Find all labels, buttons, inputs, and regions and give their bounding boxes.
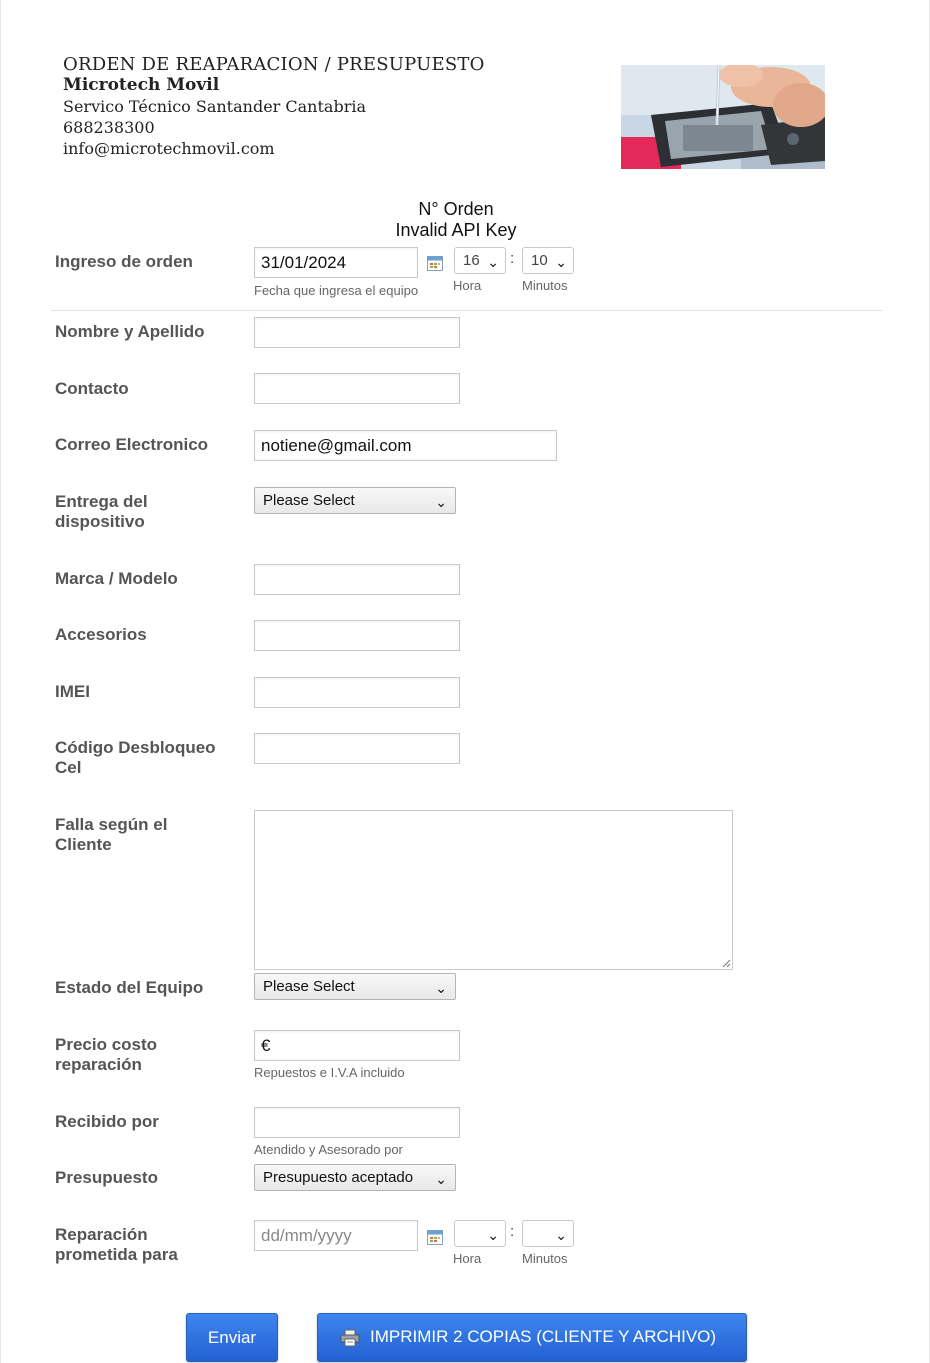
- printer-icon: [340, 1329, 360, 1347]
- print-button[interactable]: [317, 1313, 747, 1362]
- presupuesto-selected: Presupuesto aceptado: [263, 1169, 414, 1186]
- calendar-icon[interactable]: [427, 1229, 443, 1245]
- ingreso-date-sublabel: Fecha que ingresa el equipo: [254, 283, 419, 298]
- reparacion-hour-sublabel: Hora: [453, 1251, 482, 1266]
- reparacion-minute-sublabel: Minutos: [522, 1251, 568, 1266]
- reparacion-hour-select[interactable]: [454, 1220, 506, 1247]
- time-colon: :: [510, 250, 515, 267]
- precio-label: Precio costo reparación: [55, 1035, 158, 1074]
- contacto-label: Contacto: [55, 379, 129, 398]
- ingreso-hour-value: 16: [463, 252, 480, 269]
- chevron-down-icon: ⌄: [487, 1227, 499, 1243]
- resize-grip-icon[interactable]: [721, 958, 731, 968]
- phone-number: 688238300: [63, 118, 155, 137]
- imei-input[interactable]: [254, 677, 460, 708]
- ingreso-minute-select[interactable]: [522, 247, 574, 274]
- correo-label: Correo Electronico: [55, 435, 209, 454]
- marca-label: Marca / Modelo: [55, 569, 178, 588]
- reparacion-minute-select[interactable]: [522, 1220, 574, 1247]
- estado-label: Estado del Equipo: [55, 978, 204, 997]
- entrega-label: Entrega del dispositivo: [55, 492, 148, 531]
- marca-input[interactable]: [254, 564, 460, 595]
- reparacion-date-input[interactable]: dd/mm/yyyy: [254, 1220, 418, 1251]
- chevron-down-icon: ⌄: [435, 980, 447, 996]
- submit-button[interactable]: Enviar: [186, 1313, 278, 1362]
- recibido-label: Recibido por: [55, 1112, 159, 1131]
- order-number-value: Invalid API Key: [395, 220, 517, 240]
- header: [63, 54, 485, 159]
- time-colon: :: [510, 1223, 515, 1240]
- accesorios-input[interactable]: [254, 620, 460, 651]
- correo-input[interactable]: notiene@gmail.com: [254, 430, 557, 461]
- chevron-down-icon: ⌄: [435, 1171, 447, 1187]
- form-title: ORDEN DE REAPARACION / PRESUPUESTO: [63, 54, 485, 75]
- ingreso-hour-select[interactable]: [454, 247, 506, 274]
- recibido-sublabel: Atendido y Asesorado por: [254, 1142, 403, 1157]
- imei-label: IMEI: [55, 682, 90, 701]
- ingreso-label: Ingreso de orden: [55, 252, 193, 271]
- estado-select[interactable]: [254, 973, 456, 1000]
- nombre-input[interactable]: [254, 317, 460, 348]
- reparacion-label: Reparación prometida para: [55, 1225, 178, 1264]
- print-button-label: IMPRIMIR 2 COPIAS (CLIENTE Y ARCHIVO): [370, 1327, 717, 1346]
- contacto-input[interactable]: [254, 373, 460, 404]
- estado-selected: Please Select: [263, 978, 355, 995]
- nombre-label: Nombre y Apellido: [55, 322, 205, 341]
- codigo-label: Código Desbloqueo Cel: [55, 738, 216, 777]
- presupuesto-select[interactable]: [254, 1164, 456, 1191]
- chevron-down-icon: ⌄: [555, 1227, 567, 1243]
- codigo-input[interactable]: [254, 733, 460, 764]
- contact-email: info@microtechmovil.com: [63, 139, 275, 158]
- section-divider: [51, 310, 882, 311]
- ingreso-minute-value: 10: [531, 252, 548, 269]
- calendar-icon[interactable]: [427, 255, 443, 271]
- order-number-label: N° Orden: [418, 199, 494, 219]
- presupuesto-label: Presupuesto: [55, 1168, 158, 1187]
- ingreso-date-input[interactable]: 31/01/2024: [254, 247, 418, 278]
- entrega-select[interactable]: [254, 487, 456, 514]
- entrega-selected: Please Select: [263, 492, 355, 509]
- falla-label: Falla según el Cliente: [55, 815, 168, 854]
- precio-input[interactable]: €: [254, 1030, 460, 1061]
- recibido-input[interactable]: [254, 1107, 460, 1138]
- service-line: Servico Técnico Santander Cantabria: [63, 97, 366, 116]
- header-photo: [621, 65, 825, 169]
- chevron-down-icon: ⌄: [555, 254, 567, 270]
- precio-sublabel: Repuestos e I.V.A incluido: [254, 1065, 405, 1080]
- chevron-down-icon: ⌄: [487, 254, 499, 270]
- chevron-down-icon: ⌄: [435, 494, 447, 510]
- ingreso-hour-sublabel: Hora: [453, 278, 482, 293]
- company-name: Microtech Movil: [63, 75, 220, 95]
- accesorios-label: Accesorios: [55, 625, 147, 644]
- ingreso-minute-sublabel: Minutos: [522, 278, 568, 293]
- falla-textarea[interactable]: [254, 810, 733, 970]
